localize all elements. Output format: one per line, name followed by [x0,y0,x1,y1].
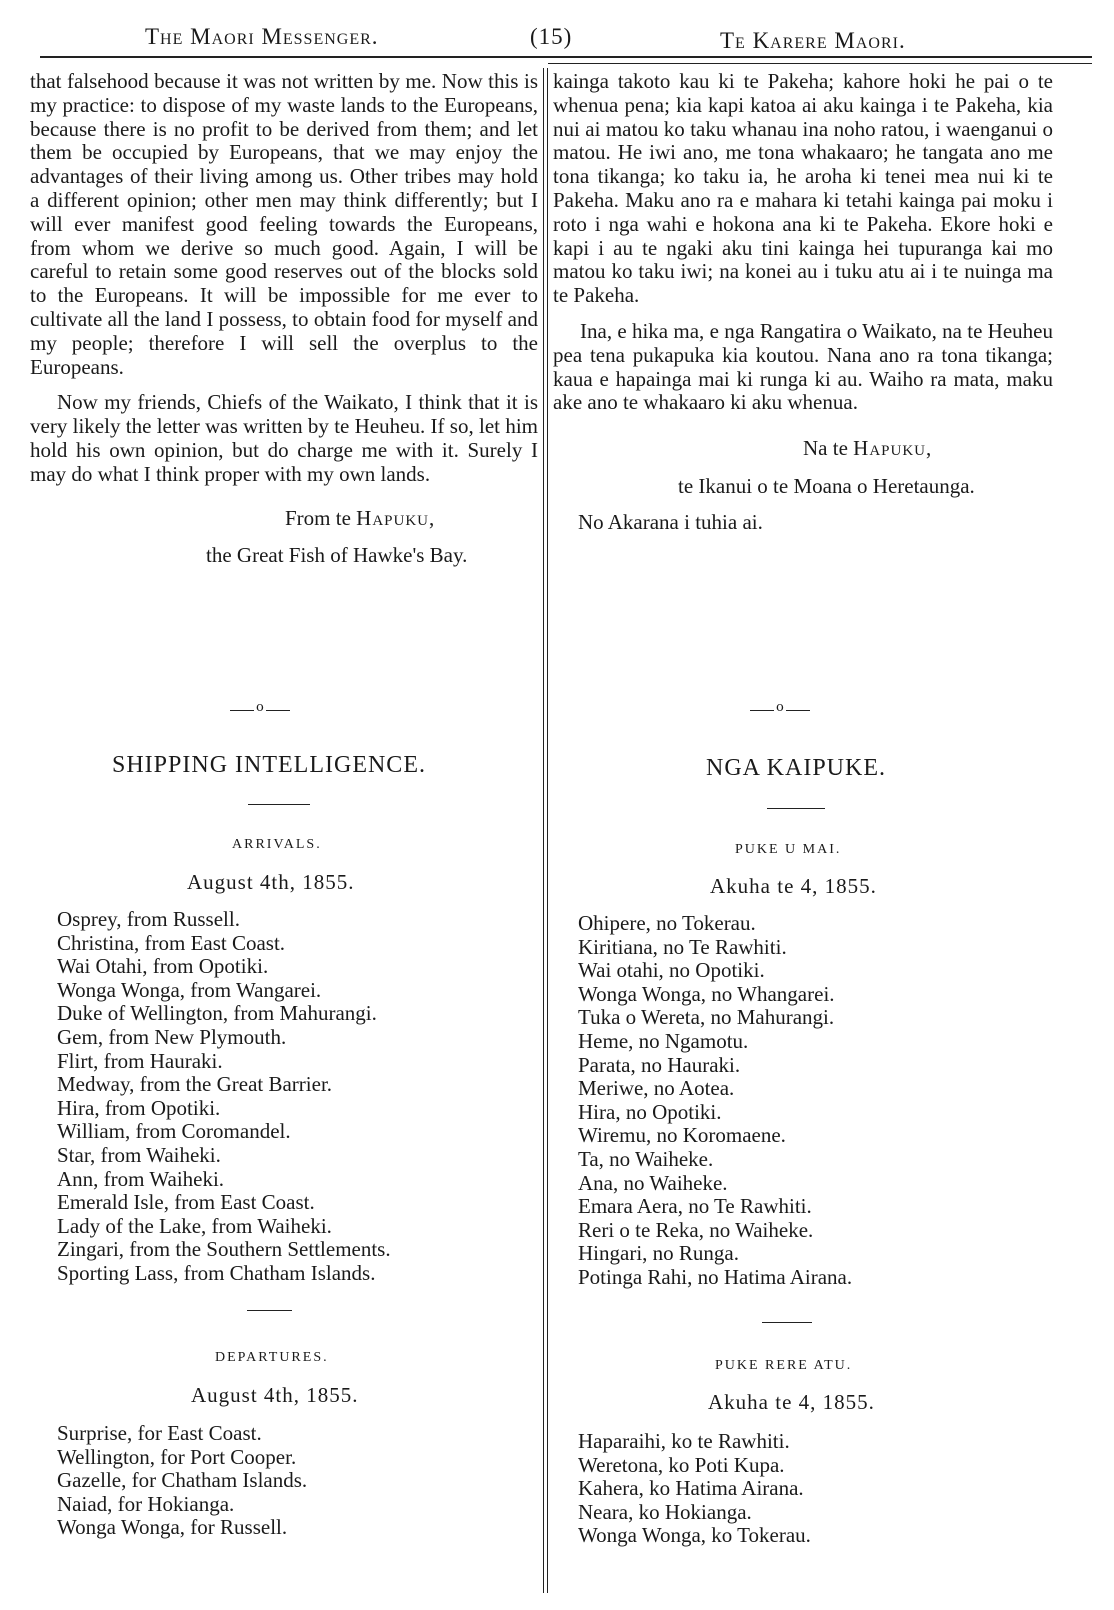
arrival-en-item: Ann, from Waiheki. [57,1166,225,1191]
arrival-mi-item: Emara Aera, no Te Rawhiti. [578,1194,812,1219]
departures-date-en: August 4th, 1855. [191,1383,359,1407]
departure-mi-item: Weretona, ko Poti Kupa. [578,1452,785,1477]
departure-mi-item: Haparaihi, ko te Rawhiti. [578,1429,790,1453]
arrival-en-item: Sporting Lass, from Chatham Islands. [57,1260,376,1285]
arrival-mi-item: Heme, no Ngamotu. [578,1028,749,1053]
arrival-en-item: Wai Otahi, from Opotiki. [57,954,269,979]
arrival-mi-item: Parata, no Hauraki. [578,1052,741,1077]
departures-heading-en: DEPARTURES. [215,1350,329,1365]
departure-mi-item: Wonga Wonga, ko Tokerau. [578,1523,811,1548]
departure-mi-item: Kahera, ko Hatima Airana. [578,1476,804,1501]
arrival-en-item: Emerald Isle, from East Coast. [57,1190,315,1215]
reta-signature-name: Hapuku, [853,436,933,461]
shipping-heading-mi: NGA KAIPUKE. [706,755,886,781]
column-divider [543,68,544,1593]
column-divider-inner [547,68,548,1593]
arrivals-rule-mi [762,1322,812,1323]
letter-paragraph-2: Now my friends, Chiefs of the Waikato, I think that it is very likely the letter was written by te Heuheu. If so, let him hold his own opinion, but do charge me with it. Surely I may do what I think proper with my own lands. [30,390,538,486]
arrival-mi-item: Meriwe, no Aotea. [578,1076,735,1101]
heading-rule-mi [767,808,825,809]
signature-from: From te [285,505,351,530]
arrival-en-item: Christina, from East Coast. [57,930,286,955]
arrival-en-item: Wonga Wonga, from Wangarei. [57,977,322,1002]
departures-list-en [57,1422,307,1540]
arrival-en-item: Medway, from the Great Barrier. [57,1072,333,1097]
letter-paragraph-1: that falsehood because it was not written by me. Now this is my practice: to dispose of my waste lands to the Europeans, because there is no profit to be derived from them; and let them be occupied by Europeans, that we may enjoy the advantages of their living among us. Other tribes may hold a different opinion; other men may think differently; but I will ever manifest good feeling towards the Europeans, from whom we derive so much good. Again, I will be careful to retain some good reserves out of the blocks sold to the Europeans. It will be impossible for me ever to cultivate all the land I possess, to obtain food for myself and my people; therefore I will sell the overplus to the Europeans. [30,69,538,379]
arrivals-date-en: August 4th, 1855. [187,870,355,894]
reta-paragraph-2: Ina, e hika ma, e nga Rangatira o Waikato, na te Heuheu pea tena pukapuka kia koutou. Nana ano ra tona tikanga; kaua e hapainga mai ki runga ki au. Waiho ra mata, maku ake ano te whakaaro ki aku whenua. [553,318,1053,415]
arrival-mi-item: Ta, no Waiheke. [578,1146,714,1171]
arrival-mi-item: Wonga Wonga, no Whangarei. [578,981,835,1006]
reta-paragraph-1: kainga takoto kau ki te Pakeha; kahore hoki he pai o te whenua pena; kia kapi katoa ai aku kainga i te Pakeha, kia nui ai matou ko taku whanau ina noho ratou, i waenganui o matou. He iwi ano, me tona whakaaro; he tangata ano me tona tikanga; ko taku ia, he aroha ki tenei mea nui ki te Pakeha. Maku ano ra e mahara ki tetahi kainga pai moku i roto i nga wahi e hokona ana ki te Pakeha. Ekore hoki e kapi i au te ngaki aku tini kainga hei tupuranga kai mo matou ko taku iwi; na konei au i tuku atu ai i te nuinga ma te Pakeha. [553,69,1053,308]
maori-letter-column [553,70,1053,535]
masthead-maori: Te Karere Maori. [720,28,906,53]
arrival-mi-item: Wai otahi, no Opotiki. [578,958,765,983]
arrival-mi-item: Hingari, no Runga. [578,1241,739,1266]
page-number: (15) [530,24,573,49]
header-rule-right [548,63,1092,64]
arrival-mi-item: Potinga Rahi, no Hatima Airana. [578,1264,853,1289]
departure-en-item: Surprise, for East Coast. [57,1421,262,1445]
departure-en-item: Gazelle, for Chatham Islands. [57,1468,308,1493]
arrivals-list-en [57,908,391,1286]
arrival-mi-item: Hira, no Opotiki. [578,1099,722,1124]
departures-heading-mi: PUKE RERE ATU. [715,1358,853,1373]
arrival-en-item: Osprey, from Russell. [57,907,240,931]
arrival-mi-item: Reri o te Reka, no Waiheke. [578,1217,814,1242]
masthead-english: The Maori Messenger. [145,24,379,49]
arrival-en-item: Zingari, from the Southern Settlements. [57,1237,391,1262]
arrival-en-item: Star, from Waiheki. [57,1142,221,1167]
arrival-en-item: Flirt, from Hauraki. [57,1048,223,1073]
page-header [40,10,1090,53]
departure-mi-item: Neara, ko Hokianga. [578,1499,752,1524]
reta-signature-line [553,437,1053,461]
arrival-en-item: Lady of the Lake, from Waiheki. [57,1213,332,1238]
header-rule [40,56,1092,58]
arrival-mi-item: Tuka o Wereta, no Mahurangi. [578,1005,835,1030]
arrival-mi-item: Ohipere, no Tokerau. [578,911,756,935]
departure-en-item: Naiad, for Hokianga. [57,1491,235,1516]
reta-written-at: No Akarana i tuhia ai. [578,509,763,534]
english-letter-column [30,70,538,568]
departure-en-item: Wonga Wonga, for Russell. [57,1515,288,1540]
arrivals-heading-en: ARRIVALS. [232,837,322,852]
section-ornament-left: o [230,706,290,716]
arrival-en-item: Duke of Wellington, from Mahurangi. [57,1001,377,1026]
arrivals-list-mi [578,912,852,1290]
departures-list-mi [578,1430,811,1548]
shipping-heading-en: SHIPPING INTELLIGENCE. [112,752,426,778]
arrivals-rule-en [247,1310,292,1311]
reta-signature-title: te Ikanui o te Moana o Heretaunga. [678,473,975,498]
signature-line [30,507,538,531]
arrival-mi-item: Kiritiana, no Te Rawhiti. [578,934,787,959]
arrival-en-item: Hira, from Opotiki. [57,1095,221,1120]
heading-rule-en [248,804,310,805]
departure-en-item: Wellington, for Port Cooper. [57,1444,297,1469]
arrival-en-item: William, from Coromandel. [57,1119,291,1144]
arrivals-heading-mi: PUKE U MAI. [735,842,842,857]
section-ornament-right: o [750,706,810,716]
signature-name: Hapuku, [356,505,436,530]
arrival-mi-item: Ana, no Waiheke. [578,1170,728,1195]
arrival-en-item: Gem, from New Plymouth. [57,1024,287,1049]
reta-signature-from: Na te [803,436,848,461]
signature-title: the Great Fish of Hawke's Bay. [206,543,468,568]
departures-date-mi: Akuha te 4, 1855. [708,1390,875,1414]
arrival-mi-item: Wiremu, no Koromaene. [578,1123,786,1148]
arrivals-date-mi: Akuha te 4, 1855. [710,874,877,898]
